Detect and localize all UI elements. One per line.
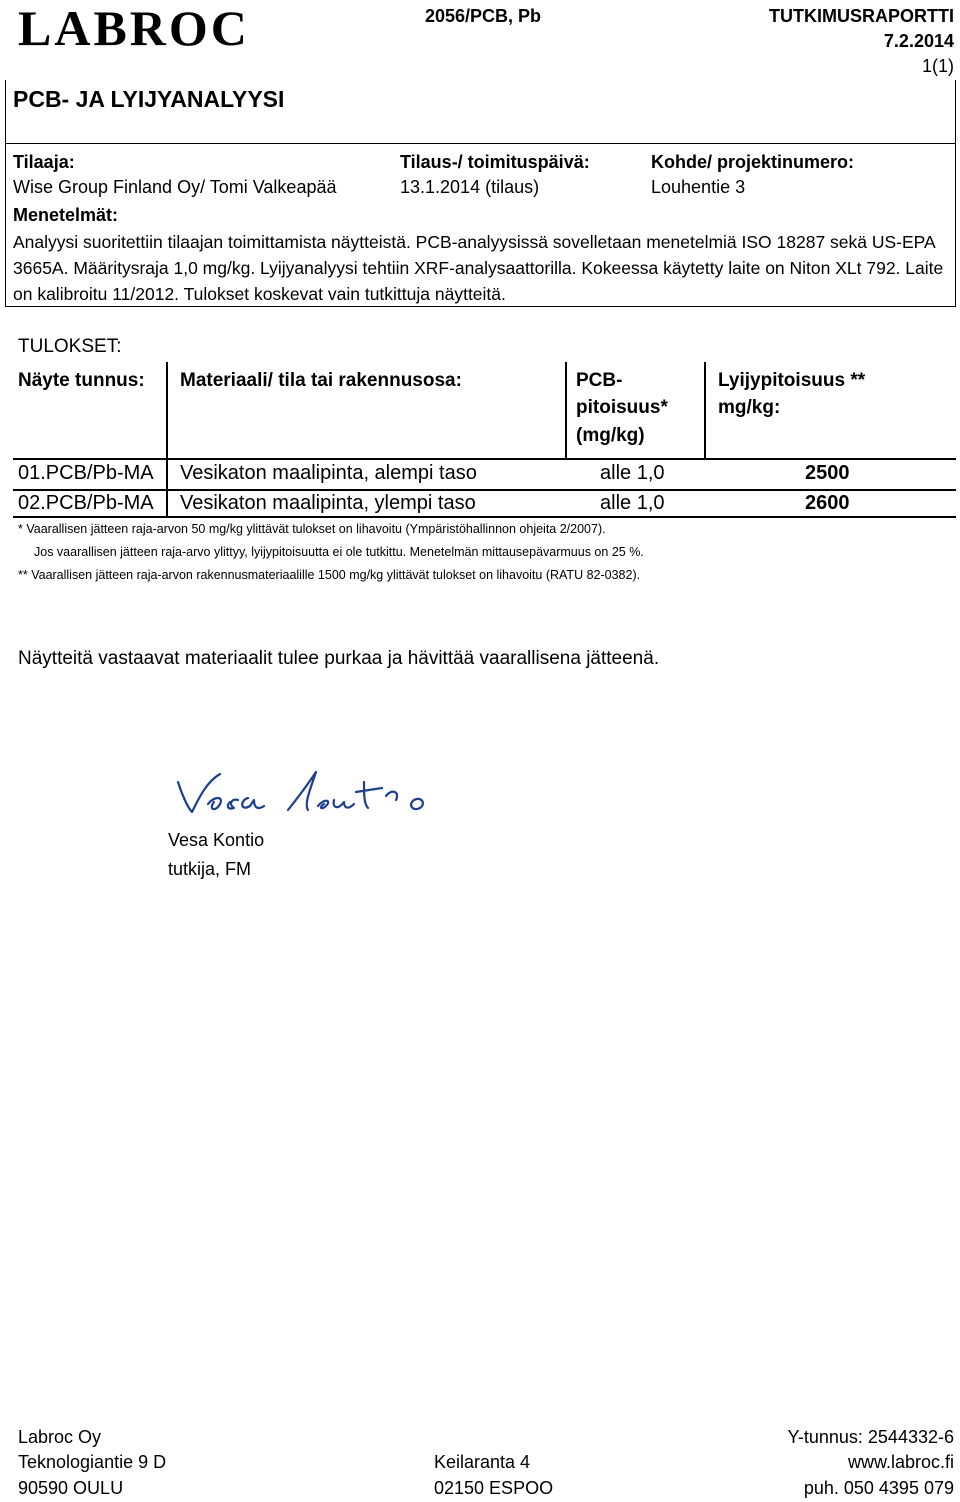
footnote-2: Jos vaarallisen jätteen raja-arvo ylittyy, lyijypitoisuutta ei ole tutkittu. Menetelmän mittausepävarmuus on 25 %.: [34, 545, 644, 559]
col-header-pcb-2: pitoisuus*: [576, 397, 668, 418]
methods-text: Analyysi suoritettiin tilaajan toimittamista näytteistä. PCB-analyysissä sovelletaan menetelmiä ISO 18287 sekä US-EPA 3665A. Määritysraja 1,0 mg/kg. Lyijyanalyysi tehtiin XRF-analysaattorilla. Kokeessa käytetty laite on Niton XLt 792. Laite on kalibroitu 11/2012. Tulokset koskevat vain tutkittuja näytteitä.: [13, 232, 944, 304]
col-header-lead-1: Lyijypitoisuus **: [718, 370, 866, 391]
project-label: Kohde/ projektinumero:: [651, 152, 855, 172]
order-date-value: 13.1.2014 (tilaus): [400, 177, 540, 197]
footnote-1: * Vaarallisen jätteen raja-arvon 50 mg/kg ylittävät tulokset on lihavoitu (Ympäristöhallinnon ohjeita 2/2007).: [18, 522, 606, 536]
report-type: TUTKIMUSRAPORTTI: [769, 6, 954, 26]
footer-business-id: Y-tunnus: 2544332-6: [787, 1427, 954, 1447]
footer-city-2: 02150 ESPOO: [434, 1478, 554, 1498]
table-rule: [13, 489, 956, 491]
col-header-pcb-3: (mg/kg): [576, 425, 645, 446]
report-code: 2056/PCB, Pb: [425, 6, 542, 26]
table-rule: [13, 458, 956, 460]
client-label: Tilaaja:: [13, 152, 75, 172]
row-1-sample: 01.PCB/Pb-MA: [18, 462, 154, 484]
table-divider: [565, 362, 567, 458]
signer-role: tutkija, FM: [168, 859, 252, 879]
table-divider: [166, 362, 168, 516]
row-1-lead: 2500: [805, 462, 850, 484]
row-2-lead: 2600: [805, 492, 850, 514]
footer-company: Labroc Oy: [18, 1427, 102, 1447]
footer-city-1: 90590 OULU: [18, 1478, 124, 1498]
footer-address-2: Keilaranta 4: [434, 1452, 531, 1472]
footnote-3: ** Vaarallisen jätteen raja-arvon rakennusmateriaalille 1500 mg/kg ylittävät tulokset on lihavoitu (RATU 82-0382).: [18, 568, 641, 582]
row-2-material: Vesikaton maalipinta, ylempi taso: [180, 492, 476, 514]
col-header-lead-2: mg/kg:: [718, 397, 781, 418]
handwritten-signature: [168, 760, 448, 830]
results-heading: TULOKSET:: [18, 336, 122, 357]
row-2-pcb: alle 1,0: [600, 492, 665, 514]
table-rule: [13, 516, 956, 518]
company-logo: LABROC: [18, 0, 250, 56]
footer-website: www.labroc.fi: [847, 1452, 954, 1472]
row-1-pcb: alle 1,0: [600, 462, 665, 484]
table-divider: [704, 362, 706, 458]
client-value: Wise Group Finland Oy/ Tomi Valkeapää: [13, 177, 337, 197]
page-number: 1(1): [921, 56, 954, 76]
footer-phone: puh. 050 4395 079: [803, 1478, 954, 1498]
row-1-material: Vesikaton maalipinta, alempi taso: [180, 462, 477, 484]
col-header-sample: Näyte tunnus:: [18, 370, 145, 391]
col-header-material: Materiaali/ tila tai rakennusosa:: [180, 370, 462, 391]
conclusion-text: Näytteitä vastaavat materiaalit tulee purkaa ja hävittää vaarallisena jätteenä.: [18, 648, 660, 669]
col-header-pcb-1: PCB-: [576, 370, 623, 391]
report-date: 7.2.2014: [883, 31, 954, 51]
page-title: PCB- JA LYIJYANALYYSI: [13, 86, 285, 112]
signer-name: Vesa Kontio: [168, 830, 265, 850]
methods-label: Menetelmät:: [13, 205, 119, 225]
order-date-label: Tilaus-/ toimituspäivä:: [400, 152, 590, 172]
project-value: Louhentie 3: [651, 177, 746, 197]
row-2-sample: 02.PCB/Pb-MA: [18, 492, 154, 514]
footer-address-1: Teknologiantie 9 D: [18, 1452, 167, 1472]
